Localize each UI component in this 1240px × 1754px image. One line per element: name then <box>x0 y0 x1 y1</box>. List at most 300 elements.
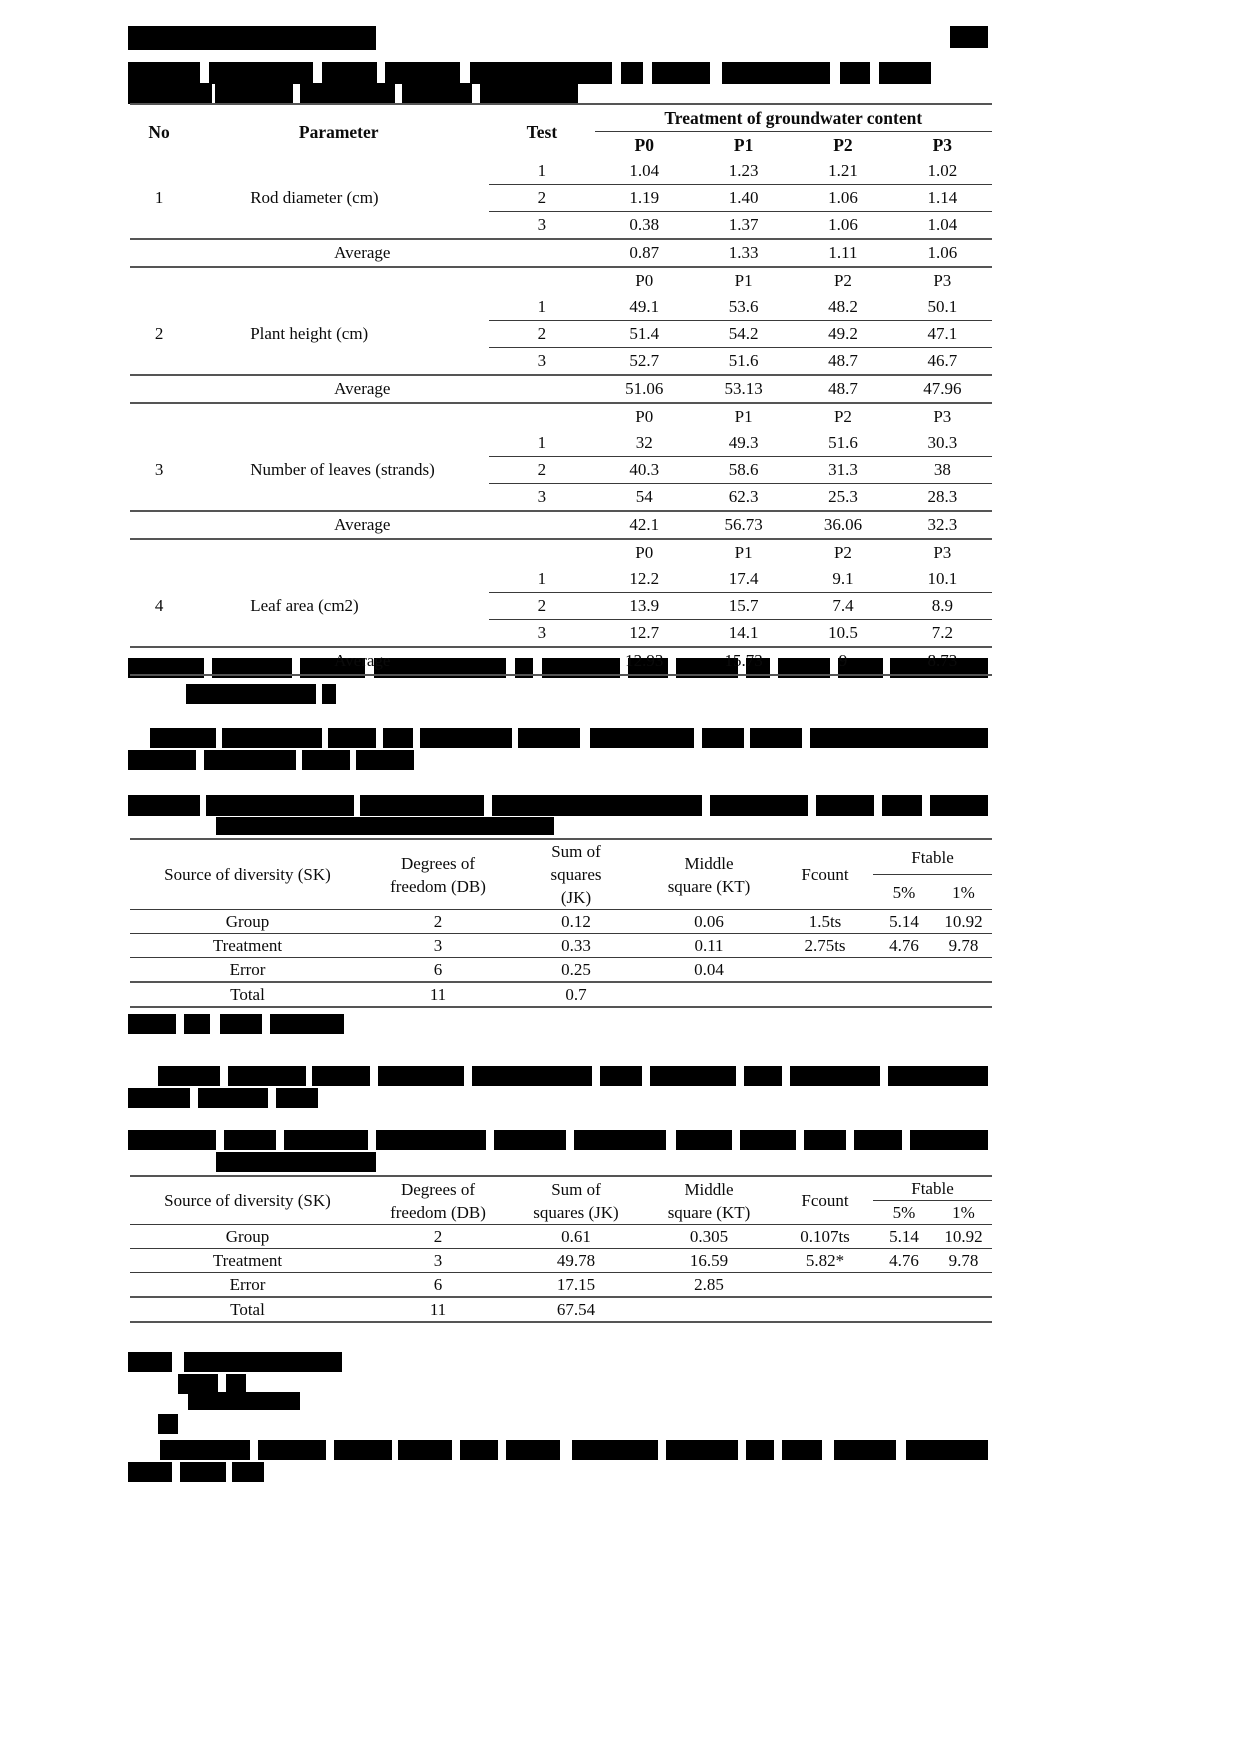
average-cell: 8.73 <box>927 651 958 670</box>
test-number: 3 <box>537 215 547 234</box>
parameter-name: Rod diameter (cm) <box>250 188 379 207</box>
group-subheader-cell: P3 <box>933 407 952 426</box>
redacted-text-block <box>128 26 376 50</box>
anova-source: Group <box>225 1227 270 1246</box>
spacer <box>188 403 489 430</box>
anova1-body <box>130 910 992 1008</box>
group-subheader-cell: P2 <box>833 543 852 562</box>
redacted-text-block <box>492 795 702 816</box>
data-cell: 46.7 <box>927 351 958 370</box>
anova1-col-ss-line2: squares <box>550 865 602 884</box>
results-table-body <box>130 158 992 675</box>
redacted-text-block <box>572 1440 658 1460</box>
redacted-text-block <box>910 1130 988 1150</box>
anova-df: 3 <box>433 1251 443 1270</box>
table-row <box>130 1249 992 1273</box>
anova-fcount: 0.107ts <box>800 1227 850 1246</box>
spacer <box>188 267 489 294</box>
redacted-text-block <box>494 1130 566 1150</box>
redacted-text-block <box>574 1130 666 1150</box>
redacted-text-block <box>621 62 643 84</box>
data-cell: 49.3 <box>728 433 759 452</box>
anova-source: Treatment <box>212 936 283 955</box>
anova1-col-df-line2: freedom (DB) <box>390 876 486 896</box>
anova-ms <box>641 1297 777 1322</box>
anova1-col-fcount: Fcount <box>801 865 849 884</box>
data-cell: 28.3 <box>927 487 958 506</box>
test-number: 3 <box>537 351 547 370</box>
anova-ms: 0.06 <box>694 912 724 931</box>
data-cell: 1.04 <box>629 161 660 180</box>
anova-fcount: 2.75ts <box>804 936 846 955</box>
data-cell: 51.6 <box>828 433 858 452</box>
anova-f5: 4.76 <box>889 936 919 955</box>
data-cell: 1.04 <box>927 215 958 234</box>
group-subheader-cell: P1 <box>734 543 753 562</box>
redacted-text-block <box>879 62 931 84</box>
redacted-text-block <box>740 1130 796 1150</box>
anova-ms: 0.11 <box>694 936 724 955</box>
anova-ss: 0.33 <box>561 936 591 955</box>
group-subheader-cell: P0 <box>635 543 654 562</box>
redacted-text-block <box>360 795 484 816</box>
anova-fcount <box>777 1273 873 1298</box>
anova-fcount: 5.82* <box>805 1251 845 1270</box>
anova1-col-ms <box>641 839 777 910</box>
anova-table-1 <box>130 838 992 1008</box>
anova2-col-ms <box>641 1176 777 1225</box>
data-cell: 31.3 <box>828 460 858 479</box>
spacer <box>130 267 188 294</box>
data-cell: 12.7 <box>629 623 660 642</box>
anova-ms: 2.85 <box>694 1275 724 1294</box>
anova2-col-ss-line2: squares (JK) <box>533 1202 619 1222</box>
redacted-text-block <box>378 1066 464 1086</box>
redacted-text-block <box>128 750 196 770</box>
redacted-text-block <box>710 795 808 816</box>
redacted-text-block <box>128 62 200 84</box>
redacted-text-block <box>228 1066 306 1086</box>
redacted-text-block <box>188 1392 300 1410</box>
average-row <box>130 647 992 675</box>
anova-source: Treatment <box>212 1251 283 1270</box>
col-header-p1: P1 <box>733 135 754 155</box>
anova-fcount: 1.5ts <box>808 912 842 931</box>
redacted-text-block <box>930 795 988 816</box>
anova1-col-ms-line2: square (KT) <box>667 876 751 896</box>
anova-source: Total <box>230 1300 265 1319</box>
data-cell: 1.21 <box>828 161 858 180</box>
redacted-text-block <box>209 62 313 84</box>
redacted-text-block <box>258 1440 326 1460</box>
anova-f5 <box>873 1273 935 1298</box>
average-label: Average <box>334 379 391 398</box>
anova2-col-df-line2: freedom (DB) <box>390 1202 486 1222</box>
redacted-text-block <box>518 728 580 748</box>
average-row <box>130 239 992 267</box>
redacted-text-block <box>128 1130 216 1150</box>
redacted-text-block <box>840 62 870 84</box>
anova1-col-source: Source of diversity (SK) <box>164 865 331 884</box>
anova-df: 11 <box>429 1300 447 1319</box>
anova-fcount <box>777 958 873 983</box>
anova-f5 <box>873 1297 935 1322</box>
average-cell: 1.33 <box>728 243 759 262</box>
anova2-col-fcount: Fcount <box>801 1191 849 1210</box>
data-cell: 54 <box>635 487 653 506</box>
redacted-text-block <box>328 728 376 748</box>
data-cell: 54.2 <box>728 324 759 343</box>
anova-f1: 9.78 <box>948 936 979 955</box>
anova-f5 <box>873 958 935 983</box>
spacer <box>489 267 594 294</box>
redacted-text-block <box>206 795 354 816</box>
table-row <box>130 958 992 983</box>
redacted-text-block <box>376 1130 486 1150</box>
redacted-text-block <box>790 1066 880 1086</box>
anova-ss: 67.54 <box>556 1300 596 1319</box>
anova-fcount <box>777 982 873 1007</box>
redacted-text-block <box>506 1440 560 1460</box>
redacted-text-block <box>150 728 216 748</box>
redacted-text-block <box>270 1014 344 1034</box>
average-cell: 1.06 <box>927 243 958 262</box>
redacted-text-block <box>676 1130 732 1150</box>
row-number: 1 <box>154 188 164 207</box>
data-cell: 1.40 <box>728 188 759 207</box>
data-cell: 1.06 <box>828 188 858 207</box>
data-cell: 1.37 <box>728 215 759 234</box>
anova-f1 <box>935 1273 992 1298</box>
redacted-text-block <box>834 1440 896 1460</box>
redacted-text-block <box>882 795 922 816</box>
redacted-text-block <box>226 1374 246 1394</box>
redacted-text-block <box>216 1152 376 1172</box>
anova-ms: 0.04 <box>694 960 724 979</box>
redacted-text-block <box>222 728 322 748</box>
redacted-text-block <box>746 1440 774 1460</box>
anova-source: Group <box>225 912 270 931</box>
group-subheader-cell: P2 <box>833 407 852 426</box>
redacted-text-block <box>160 1440 250 1460</box>
group-subheader-cell: P0 <box>635 271 654 290</box>
results-table-head <box>130 104 992 158</box>
anova-ss: 0.12 <box>561 912 591 931</box>
redacted-text-block <box>300 83 395 104</box>
redacted-text-block <box>356 750 414 770</box>
redacted-text-block <box>744 1066 782 1086</box>
average-cell: 56.73 <box>724 515 763 534</box>
table-row <box>130 1225 992 1249</box>
redacted-text-block <box>184 1014 210 1034</box>
average-row <box>130 375 992 403</box>
redacted-text-block <box>334 1440 392 1460</box>
data-cell: 47.1 <box>927 324 958 343</box>
data-cell: 13.9 <box>629 596 660 615</box>
anova1-col-ftable: Ftable <box>873 839 992 875</box>
redacted-text-block <box>666 1440 738 1460</box>
data-cell: 32 <box>635 433 653 452</box>
redacted-text-block <box>398 1440 452 1460</box>
redacted-text-block <box>590 728 694 748</box>
anova-ms <box>641 982 777 1007</box>
redacted-text-block <box>312 1066 370 1086</box>
redacted-text-block <box>128 83 212 104</box>
average-cell: 42.1 <box>629 515 660 534</box>
anova-f1 <box>935 982 992 1007</box>
redacted-text-block <box>420 728 512 748</box>
anova-df: 2 <box>433 1227 443 1246</box>
data-cell: 7.2 <box>931 623 953 642</box>
data-cell: 48.7 <box>828 351 858 370</box>
data-cell: 14.1 <box>728 623 759 642</box>
table-row <box>130 1297 992 1322</box>
anova-source: Error <box>229 960 266 979</box>
data-cell: 49.1 <box>629 297 660 316</box>
anova-ss: 0.25 <box>561 960 591 979</box>
data-cell: 17.4 <box>728 569 759 588</box>
redacted-text-block <box>180 1462 226 1482</box>
row-number: 2 <box>154 324 164 343</box>
anova1-col-f5: 5% <box>892 882 916 902</box>
redacted-text-block <box>128 1462 172 1482</box>
anova-f5: 4.76 <box>889 1251 919 1270</box>
redacted-text-block <box>650 1066 736 1086</box>
anova1-col-ss <box>511 839 641 910</box>
test-number: 1 <box>537 569 547 588</box>
test-number: 1 <box>537 297 547 316</box>
data-cell: 10.1 <box>927 569 958 588</box>
average-row <box>130 511 992 539</box>
redacted-text-block <box>232 1462 264 1482</box>
test-number: 2 <box>537 324 547 343</box>
col-header-p0: P0 <box>634 135 654 155</box>
table-row <box>130 294 992 321</box>
test-number: 2 <box>537 188 547 207</box>
data-cell: 48.2 <box>828 297 858 316</box>
data-cell: 51.4 <box>629 324 660 343</box>
anova-source: Total <box>230 985 265 1004</box>
redacted-text-block <box>186 684 316 704</box>
redacted-text-block <box>284 1130 368 1150</box>
anova2-body <box>130 1225 992 1323</box>
group-subheader-cell: P3 <box>933 543 952 562</box>
test-number: 1 <box>537 433 547 452</box>
data-cell: 9.1 <box>832 569 854 588</box>
table-row <box>130 566 992 593</box>
anova1-col-f1: 1% <box>952 882 975 902</box>
redacted-text-block <box>385 62 460 84</box>
average-cell: 12.93 <box>625 651 664 670</box>
redacted-text-block <box>215 83 293 104</box>
data-cell: 53.6 <box>728 297 759 316</box>
table-row <box>130 982 992 1007</box>
redacted-text-block <box>128 1014 176 1034</box>
redacted-text-block <box>810 728 988 748</box>
redacted-text-block <box>888 1066 988 1086</box>
anova-f1: 10.92 <box>944 912 983 931</box>
parameter-name: Leaf area (cm2) <box>250 596 359 615</box>
redacted-text-block <box>198 1088 268 1108</box>
data-cell: 1.14 <box>927 188 958 207</box>
redacted-text-block <box>722 62 830 84</box>
average-cell: 9 <box>838 651 848 670</box>
redacted-text-block <box>804 1130 846 1150</box>
group-subheader-row <box>130 539 992 566</box>
anova-f1 <box>935 1297 992 1322</box>
redacted-text-block <box>600 1066 642 1086</box>
average-cell: 53.13 <box>724 379 763 398</box>
results-table <box>130 103 992 676</box>
redacted-text-block <box>652 62 710 84</box>
anova-f1: 10.92 <box>944 1227 983 1246</box>
anova1-head <box>130 839 992 910</box>
test-number: 1 <box>537 161 547 180</box>
anova1-col-ss-line1: Sum of <box>551 842 601 861</box>
anova2-head <box>130 1176 992 1225</box>
test-number: 2 <box>537 460 547 479</box>
redacted-text-block <box>158 1066 220 1086</box>
data-cell: 15.7 <box>728 596 759 615</box>
anova-ss: 0.7 <box>565 985 587 1004</box>
redacted-text-block <box>702 728 744 748</box>
data-cell: 1.02 <box>927 161 958 180</box>
average-cell: 1.11 <box>828 243 858 262</box>
table-row <box>130 1273 992 1298</box>
table-row <box>130 910 992 934</box>
redacted-text-block <box>158 1414 178 1434</box>
spacer <box>130 403 188 430</box>
col-header-p3: P3 <box>932 135 953 155</box>
redacted-text-block <box>128 1352 172 1372</box>
anova2-col-f1: 1% <box>952 1203 975 1222</box>
anova-ss: 49.78 <box>556 1251 596 1270</box>
data-cell: 1.06 <box>828 215 858 234</box>
redacted-text-block <box>220 1014 262 1034</box>
data-cell: 62.3 <box>728 487 759 506</box>
redacted-text-block <box>950 26 988 48</box>
anova-f5 <box>873 982 935 1007</box>
data-cell: 38 <box>933 460 951 479</box>
anova1-col-ss-line3: (JK) <box>560 888 592 907</box>
redacted-text-block <box>402 83 472 104</box>
row-number: 3 <box>154 460 164 479</box>
anova2-col-ms-line2: square (KT) <box>667 1202 751 1222</box>
anova2-header-row <box>130 1176 992 1201</box>
redacted-text-block <box>216 817 554 835</box>
group-subheader-cell: P0 <box>635 407 654 426</box>
table-row <box>130 430 992 457</box>
anova-source: Error <box>229 1275 266 1294</box>
spacer <box>489 539 594 566</box>
redacted-text-block <box>906 1440 988 1460</box>
anova-table-2 <box>130 1175 992 1323</box>
data-cell: 1.23 <box>728 161 759 180</box>
data-cell: 8.9 <box>931 596 953 615</box>
col-header-p2: P2 <box>833 135 853 155</box>
redacted-text-block <box>750 728 802 748</box>
redacted-text-block <box>224 1130 276 1150</box>
parameter-name: Number of leaves (strands) <box>250 460 435 479</box>
data-cell: 7.4 <box>832 596 854 615</box>
data-cell: 30.3 <box>927 433 958 452</box>
redacted-text-block <box>816 795 874 816</box>
anova-f5: 5.14 <box>889 912 919 931</box>
average-label: Average <box>334 651 391 670</box>
anova2-col-ftable: Ftable <box>873 1176 992 1201</box>
spacer <box>188 539 489 566</box>
data-cell: 52.7 <box>629 351 660 370</box>
redacted-text-block <box>128 1088 190 1108</box>
data-cell: 40.3 <box>629 460 660 479</box>
data-cell: 50.1 <box>927 297 958 316</box>
anova-fcount <box>777 1297 873 1322</box>
anova2-col-df <box>365 1176 511 1225</box>
data-cell: 49.2 <box>828 324 858 343</box>
anova2-col-ms-line1: Middle <box>684 1179 734 1199</box>
anova1-col-df-line1: Degrees of <box>400 853 476 873</box>
average-cell: 36.06 <box>823 515 863 534</box>
average-cell: 47.96 <box>923 379 962 398</box>
data-cell: 1.19 <box>629 188 660 207</box>
col-header-treatment: Treatment of groundwater content <box>595 104 992 132</box>
anova-f1: 9.78 <box>948 1251 979 1270</box>
average-cell: 51.06 <box>625 379 664 398</box>
redacted-text-block <box>460 1440 498 1460</box>
redacted-text-block <box>383 728 413 748</box>
redacted-text-block <box>178 1374 218 1394</box>
anova-ss: 17.15 <box>556 1275 596 1294</box>
spacer <box>489 403 594 430</box>
anova-df: 6 <box>433 1275 443 1294</box>
redacted-text-block <box>322 62 377 84</box>
anova-ms: 16.59 <box>689 1251 729 1270</box>
redacted-text-block <box>782 1440 822 1460</box>
anova-f1 <box>935 958 992 983</box>
redacted-text-block <box>184 1352 342 1372</box>
average-label: Average <box>334 243 391 262</box>
col-header-parameter: Parameter <box>298 121 379 142</box>
redacted-text-block <box>302 750 350 770</box>
anova-ss: 0.61 <box>561 1227 591 1246</box>
group-subheader-cell: P2 <box>833 271 852 290</box>
group-subheader-cell: P3 <box>933 271 952 290</box>
data-cell: 0.38 <box>629 215 660 234</box>
data-cell: 25.3 <box>828 487 858 506</box>
parameter-name: Plant height (cm) <box>250 324 369 343</box>
col-header-test: Test <box>526 121 558 142</box>
anova-ms: 0.305 <box>689 1227 729 1246</box>
average-cell: 32.3 <box>927 515 958 534</box>
anova-df: 6 <box>433 960 443 979</box>
redacted-text-block <box>472 1066 592 1086</box>
anova2-col-ss <box>511 1176 641 1225</box>
average-cell: 15.73 <box>724 651 763 670</box>
group-subheader-row <box>130 403 992 430</box>
redacted-text-block <box>276 1088 318 1108</box>
redacted-text-block <box>470 62 612 84</box>
anova-df: 2 <box>433 912 443 931</box>
test-number: 3 <box>537 623 547 642</box>
anova-df: 3 <box>433 936 443 955</box>
redacted-text-block <box>204 750 296 770</box>
test-number: 2 <box>537 596 547 615</box>
data-cell: 58.6 <box>728 460 759 479</box>
anova2-col-f5: 5% <box>892 1203 916 1222</box>
group-subheader-cell: P1 <box>734 407 753 426</box>
redacted-text-block <box>854 1130 902 1150</box>
redacted-text-block <box>480 83 578 104</box>
